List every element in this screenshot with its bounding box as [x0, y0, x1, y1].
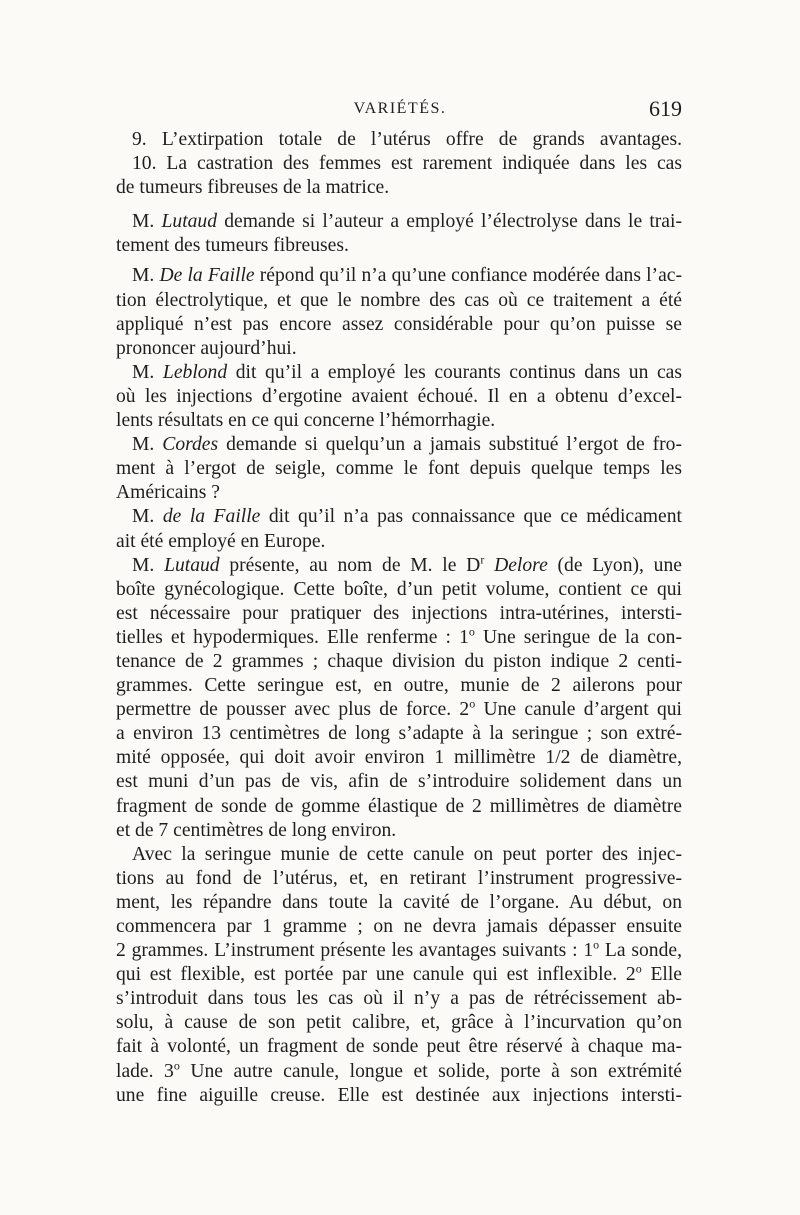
page-header: [116, 96, 684, 128]
text-line: M. Leblond dit qu’il a employé les courants continus dans un cas: [132, 361, 682, 383]
text-line: M. Lutaud présente, au nom de M. le $D^r$ Delore (de Lyon), une: [132, 552, 682, 576]
text-line: de tumeurs fibreuses de la matrice.: [116, 177, 390, 199]
text-line: est muni d’un pas de vis, afin de s’introduire solidement dans un: [116, 771, 682, 793]
text-line: Avec la seringue munie de cette canule on peut porter des injec-: [132, 843, 682, 865]
text-line: ait été employé en Europe.: [116, 530, 326, 552]
text-line: commencera par 1 gramme ; on ne devra jamais dépasser ensuite: [116, 916, 682, 937]
page-number: 619: [649, 96, 682, 121]
text-line: ment à l’ergot de seigle, comme le font depuis quelque temps les: [116, 458, 682, 480]
text-line: fragment de sonde de gomme élastique de 2 millimètres de diamètre: [116, 795, 682, 817]
text-line: lents résultats en ce qui concerne l’hémorrhagie.: [116, 410, 496, 432]
text-line: tielles et hypodermiques. Elle renferme : 1$^o$ Une seringue de la con-: [116, 624, 682, 648]
body-text: [116, 128, 682, 1108]
text-line: a environ 13 centimètres de long s’adapte à la seringue ; son extré-: [116, 723, 682, 745]
text-line: M. de la Faille dit qu’il n’a pas connaissance que ce médicament: [132, 506, 682, 528]
text-line: lade. 3$^o$ Une autre canule, longue et solide, porte à son extrémité: [116, 1058, 683, 1082]
text-line: Américains ?: [116, 482, 220, 504]
text-line: appliqué n’est pas encore assez considérable pour qu’on puisse se: [116, 313, 682, 335]
text-line: tions au fond de l’utérus, et, en retirant l’instrument progressive-: [116, 867, 682, 889]
text-line: fait à volonté, un fragment de sonde peut être réservé à chaque ma-: [116, 1036, 682, 1058]
text-line: prononcer aujourd’hui.: [116, 337, 297, 359]
text-line: M. De la Faille répond qu’il n’a qu’une confiance modérée dans l’ac-: [132, 265, 682, 287]
text-line: 2 grammes. L’instrument présente les avantages suivants : 1$^o$ La sonde,: [116, 937, 682, 962]
text-line: solu, à cause de son petit calibre, et, grâce à l’incurvation qu’on: [116, 1012, 682, 1034]
text-line: et de 7 centimètres de long environ.: [116, 819, 397, 841]
text-line: M. Lutaud demande si l’auteur a employé l’électrolyse dans le trai-: [132, 211, 682, 233]
text-line: tenance de 2 grammes ; chaque division du piston indique 2 centi-: [116, 650, 682, 672]
text-line: 9. L’extirpation totale de l’utérus offre de grands avantages.: [132, 129, 682, 150]
text-line: s’introduit dans tous les cas où il n’y a pas de rétrécissement ab-: [116, 988, 682, 1010]
text-line: grammes. Cette seringue est, en outre, munie de 2 ailerons pour: [116, 675, 682, 697]
text-line: mité opposée, qui doit avoir environ 1 millimètre 1/2 de diamètre,: [116, 747, 682, 769]
text-line: une fine aiguille creuse. Elle est destinée aux injections intersti-: [116, 1084, 682, 1106]
text-line: M. Cordes demande si quelqu’un a jamais substitué l’ergot de fro-: [132, 434, 682, 456]
text-line: est nécessaire pour pratiquer des injections intra-utérines, intersti-: [116, 602, 682, 624]
text-line: qui est flexible, est portée par une canule qui est inflexible. 2$^o$ Elle: [116, 961, 683, 986]
text-line: 10. La castration des femmes est rarement indiquée dans les cas: [132, 153, 682, 175]
text-line: boîte gynécologique. Cette boîte, d’un petit volume, contient ce qui: [116, 578, 682, 600]
running-title: VARIÉTÉS.: [353, 100, 447, 117]
text-line: tion électrolytique, et que le nombre des cas où ce traitement a été: [116, 289, 682, 311]
text-line: où les injections d’ergotine avaient échoué. Il en a obtenu d’excel-: [116, 385, 682, 407]
text-line: ment, les répandre dans toute la cavité de l’organe. Au début, on: [116, 891, 682, 913]
text-line: permettre de pousser avec plus de force. 2$^o$ Une canule d’argent qui: [116, 696, 682, 721]
text-line: tement des tumeurs fibreuses.: [116, 235, 349, 257]
